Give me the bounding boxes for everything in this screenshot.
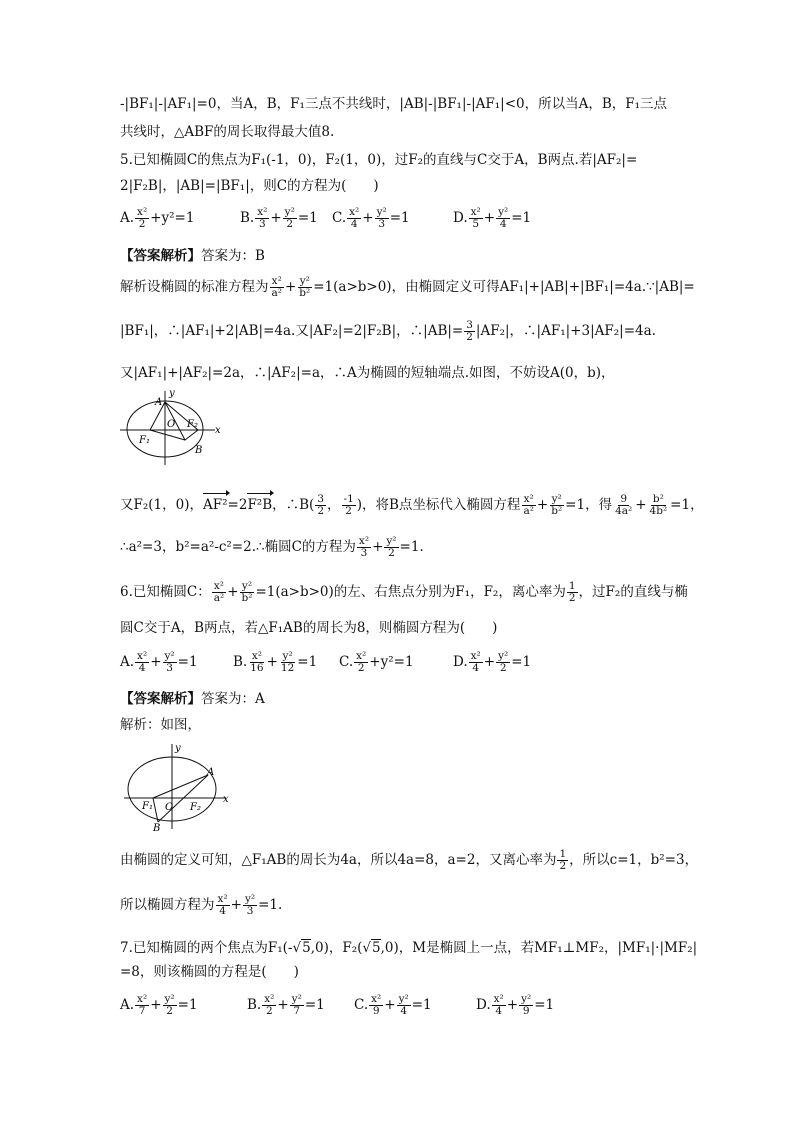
option-rest: =1 <box>511 210 532 226</box>
option-c: C. $\frac{\text{x²}}{2}$ +y²=1 <box>339 650 414 674</box>
solution-6-line-1: 解析：如图， <box>120 717 201 733</box>
option-a <box>120 207 194 230</box>
figure-label: y <box>175 743 181 754</box>
option-b: B. $\frac{\text{x²}}{2}$ + $\frac{\text{y²}}{7}$ =1 <box>247 993 325 1017</box>
solution-5-line-5: ∴a²=3，b²=a²-c²=2.∴椭圆C的方程为 $\frac{\text{x²}}{3}$ + $\frac{\text{y²}}{2}$ =1. <box>120 535 424 559</box>
solution-5-line-1: 解析设椭圆的标准方程为 $\frac{\text{x²}}{\text{a²}}$ + $\frac{\text{y²}}{\text{b²}}$ =1(a>b>0)，由椭圆定义可得AF₁|+|AB|+|BF₁|=4a.∵|AB|= <box>120 275 695 299</box>
option-rest: =1 <box>297 210 318 226</box>
option-b: B. $\frac{\text{x²}}{16}$ + $\frac{\text{y²}}{12}$ =1 <box>233 650 318 674</box>
option-d: D. $\frac{\text{x²}}{4}$ + $\frac{\text{y²}}{9}$ =1 <box>476 993 555 1017</box>
option-a: A. $\frac{\text{x²}}{7}$ + $\frac{\text{y²}}{2}$ =1 <box>120 993 198 1017</box>
option-rest: =1 <box>389 210 410 226</box>
answer-5 <box>120 246 714 266</box>
question-5-line-2: 2|F₂B|，|AB|=|BF₁|，则C的方程为( ) <box>120 178 379 194</box>
figure-label: x <box>223 794 229 805</box>
answer-tag: 【答案解析】 <box>120 248 201 264</box>
solution-5-line-4: 又F₂(1，0)，AF²=2F²B，∴B( $\frac{3}{2}$ ， $\frac{-1}{2}$ )，将B点坐标代入椭圆方程 $\frac{\text{x²}}{\text{a²}}$ + $\frac{\text{y²}}{\text{b²}}$ =1，得 $\frac{9}{\text{4a²}}$ + $\frac{\text{b²}}{\text{4b²}}$ =1， <box>120 493 704 517</box>
solution-6-line-3: 所以椭圆方程为 $\frac{\text{x²}}{4}$ + $\frac{\text{y²}}{3}$ =1. <box>120 893 283 917</box>
option-rest: +y²=1 <box>150 210 195 226</box>
option-a: A. $\frac{\text{x²}}{4}$ + $\frac{\text{y²}}{3}$ =1 <box>120 650 198 674</box>
figure-label: O <box>167 419 176 430</box>
figure-label: A <box>207 767 215 778</box>
figure-label: A <box>155 397 163 408</box>
option-label: B. <box>240 210 255 226</box>
text-line: -|BF₁|-|AF₁|=0，当A，B，F₁三点不共线时，|AB|-|BF₁|-|AF₁|<0，所以当A，B，F₁三点 <box>120 96 668 112</box>
option-label: D. <box>453 210 468 226</box>
answer-tag: 【答案解析】 <box>120 691 201 707</box>
question-6-line-1: 6.已知椭圆C： $\frac{\text{x²}}{\text{a²}}$ + $\frac{\text{y²}}{\text{b²}}$ =1(a>b>0)的左、右焦点分别为F₁，F₂，离心率为 $\frac{1}{2}$ ，过F₂的直线与椭 <box>120 580 688 604</box>
fraction: $\frac{\text{x²}}{4}$ <box>349 206 360 230</box>
question-7-line-1: 7.已知椭圆的两个焦点为F₁(-√5,0)，F₂(√5,0)，M是椭圆上一点，若MF₁⊥MF₂，|MF₁|·|MF₂| <box>120 940 698 956</box>
solution-6-line-2: 由椭圆的定义可知，△F₁AB的周长为4a，所以4a=8，a=2，又离心率为 $\frac{1}{2}$ ，所以c=1，b²=3， <box>120 848 699 872</box>
solution-5-line-3: 又|AF₁|+|AF₂|=2a，∴|AF₂|=a，∴A为椭圆的短轴端点.如图，不妨设A(0，b)， <box>120 365 615 381</box>
fraction: $\frac{\text{x²}}{5}$ <box>470 206 481 230</box>
fraction: $\frac{\text{y²}}{3}$ <box>376 206 387 230</box>
figure-label: F₂ <box>190 802 201 813</box>
question-7-line-2: =8，则该椭圆的方程是( ) <box>120 964 299 980</box>
question-7-options <box>120 994 714 1020</box>
text-line: 共线时，△ABF的周长取得最大值8. <box>120 124 335 140</box>
ellipse-figure-1 <box>120 387 225 467</box>
question-6-options <box>120 651 714 677</box>
option-d: D. $\frac{\text{x²}}{5}$ + $\frac{\text{y²}}{4}$ =1 <box>453 206 532 230</box>
fraction: $\frac{\text{x²}}{2}$ <box>137 206 148 230</box>
ellipse-figure-2 <box>122 739 234 831</box>
figure-label: B <box>153 823 161 831</box>
answer-text: 答案为：B <box>201 248 265 264</box>
figure-label: F₁ <box>142 801 153 812</box>
question-5-line-1: 5.已知椭圆C的焦点为F₁(-1，0)，F₂(1，0)，过F₂的直线与C交于A，B两点.若|AF₂|= <box>120 152 638 168</box>
figure-label: F₁ <box>139 435 150 446</box>
option-label: A. <box>120 210 135 226</box>
answer-6 <box>120 689 714 709</box>
option-c: C. $\frac{\text{x²}}{9}$ + $\frac{\text{y²}}{4}$ =1 <box>354 993 432 1017</box>
figure-label: O <box>165 802 174 813</box>
answer-text: 答案为：A <box>201 691 265 707</box>
figure-label: B <box>195 445 203 456</box>
fraction: $\frac{\text{y²}}{2}$ <box>284 206 295 230</box>
figure-label: y <box>169 388 175 399</box>
figure-label: F₂ <box>187 419 198 430</box>
vector-af2: AF² <box>203 497 228 513</box>
fraction: $\frac{\text{y²}}{4}$ <box>498 206 509 230</box>
option-label: C. <box>332 210 347 226</box>
vector-f2b: F²B <box>247 497 273 513</box>
option-b: B. $\frac{\text{x²}}{3}$ + $\frac{\text{y²}}{2}$ =1 <box>240 206 318 230</box>
option-c: C. $\frac{\text{x²}}{4}$ + $\frac{\text{y²}}{3}$ =1 <box>332 206 410 230</box>
question-6-line-2: 圆C交于A，B两点，若△F₁AB的周长为8，则椭圆方程为( ) <box>120 620 498 636</box>
fraction: $\frac{\text{x²}}{3}$ <box>257 206 268 230</box>
figure-label: x <box>215 425 221 436</box>
question-5-options <box>120 207 714 233</box>
option-d: D. $\frac{\text{x²}}{4}$ + $\frac{\text{y²}}{2}$ =1 <box>453 650 532 674</box>
solution-5-line-2: |BF₁|，∴|AF₁|+2|AB|=4a.又|AF₂|=2|F₂B|，∴|AB|= $\frac{3}{2}$ |AF₂|，∴|AF₁|+3|AF₂|=4a. <box>120 319 656 343</box>
